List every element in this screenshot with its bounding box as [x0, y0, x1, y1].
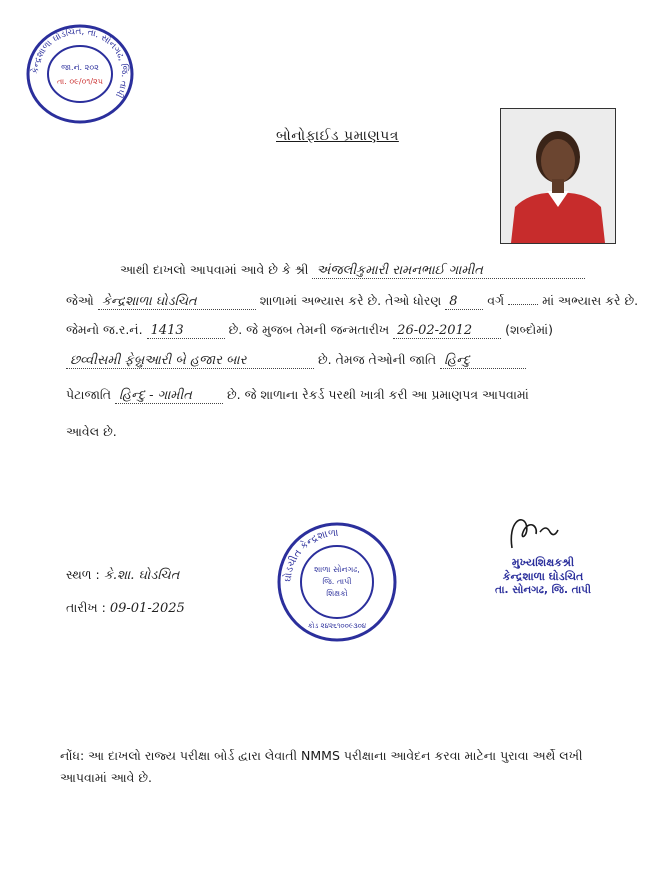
signature-title: મુખ્યશિક્ષકશ્રી: [511, 556, 575, 569]
stamp-inner-3: શિક્ષકો: [326, 589, 348, 598]
line5-suffix: છે. જે શાળાના રેકર્ડ પરથી ખાત્રી કરી આ પ્રમાણપત્ર આપવામાં: [226, 387, 529, 402]
place-label: સ્થળ :: [66, 567, 100, 582]
line2-prefix: જેઓ: [66, 293, 94, 308]
signature-scribble: [478, 512, 608, 552]
line5-prefix: પેટાજાતિ: [66, 387, 112, 402]
body-line-2: [66, 293, 638, 310]
line3-prefix: જેમનો જ.ર.નં.: [66, 322, 143, 337]
caste-field: હિન્દુ: [440, 353, 526, 369]
svg-text:ઘોડચીત કેન્દ્રશાળા: [281, 528, 340, 583]
date-row: [66, 600, 185, 616]
line4-mid: છે. તેમજ તેઓની જાતિ: [317, 352, 437, 367]
subcaste-field: હિન્દુ - ગામીત: [115, 388, 223, 404]
birth-date-field: 26-02-2012: [393, 323, 501, 339]
line2-suffix: માં અભ્યાસ કરે છે.: [542, 293, 639, 308]
body-line-4: [66, 352, 526, 369]
line1-prefix: આથી દાખલો આપવામાં આવે છે કે શ્રી: [120, 262, 309, 277]
seal-ring-text: કેન્દ્રશાળા ઘોડચિત, તા. સોનગઢ, જિ. તાપી: [30, 26, 130, 99]
date-label: તારીખ :: [66, 600, 106, 615]
headmaster-signature: [478, 512, 608, 612]
note-line-1: નોંધ: આ દાખલો રાજ્ય પરીક્ષા બોર્ડ દ્વારા લેવાતી NMMS પરીક્ષાના આવેદન કરવા માટેના પુરાવા અર્થે લખી: [60, 748, 583, 763]
stamp-code: કોડ ૨૪૨૬૧૦૦૯૩૦૪: [307, 622, 367, 630]
line2-mid2: વર્ગ: [487, 293, 505, 308]
line3-mid: છે. જે મુજબ તેમની જન્મતારીખ: [228, 322, 390, 337]
student-name-field: અંજલીકુમારી રામનભાઈ ગામીત: [312, 263, 585, 279]
signature-address: તા. સોનગઢ, જિ. તાપી: [495, 584, 591, 596]
student-photo: [500, 108, 616, 244]
school-name-field: કેન્દ્રશાળા ઘોડચિત: [98, 294, 256, 310]
line3-suffix: (શબ્દોમાં): [505, 322, 553, 337]
seal-inner-date: તા. ૦૯/૦૧/૨૫: [57, 77, 103, 86]
signature-school: કેન્દ્રશાળા ઘોડચિત: [502, 570, 584, 583]
place-row: [66, 567, 179, 583]
school-round-stamp: [276, 520, 398, 644]
stamp-ring-text: ઘોડચીત કેન્દ્રશાળા: [282, 527, 339, 583]
body-line-3: [66, 322, 553, 339]
stamp-inner-1: શાળા સોનગઢ,: [314, 565, 360, 574]
place-value: કે.શા. ઘોડચિત: [103, 568, 180, 583]
birth-date-words-field: છવ્વીસમી ફેબ્રુઆરી બે હજાર બાર: [66, 353, 314, 369]
body-line-1: [120, 262, 585, 279]
division-field: [508, 304, 538, 305]
school-seal-stamp: [24, 22, 136, 126]
body-line-5: [66, 387, 529, 404]
gr-number-field: 1413: [147, 323, 225, 339]
document-title: બોનોફાઈડ પ્રમાણપત્ર: [276, 128, 399, 144]
date-value: 09-01-2025: [109, 601, 185, 616]
seal-inner-number: જા.નં. ૨૦૨: [61, 63, 99, 72]
note-line-2: આપવામાં આવે છે.: [60, 770, 153, 785]
body-line-6: આવેલ છે.: [66, 424, 117, 439]
line2-mid: શાળામાં અભ્યાસ કરે છે. તેઓ ધોરણ: [259, 293, 442, 308]
stamp-inner-2: જિ. તાપી: [322, 577, 352, 586]
standard-field: 8: [445, 294, 483, 310]
